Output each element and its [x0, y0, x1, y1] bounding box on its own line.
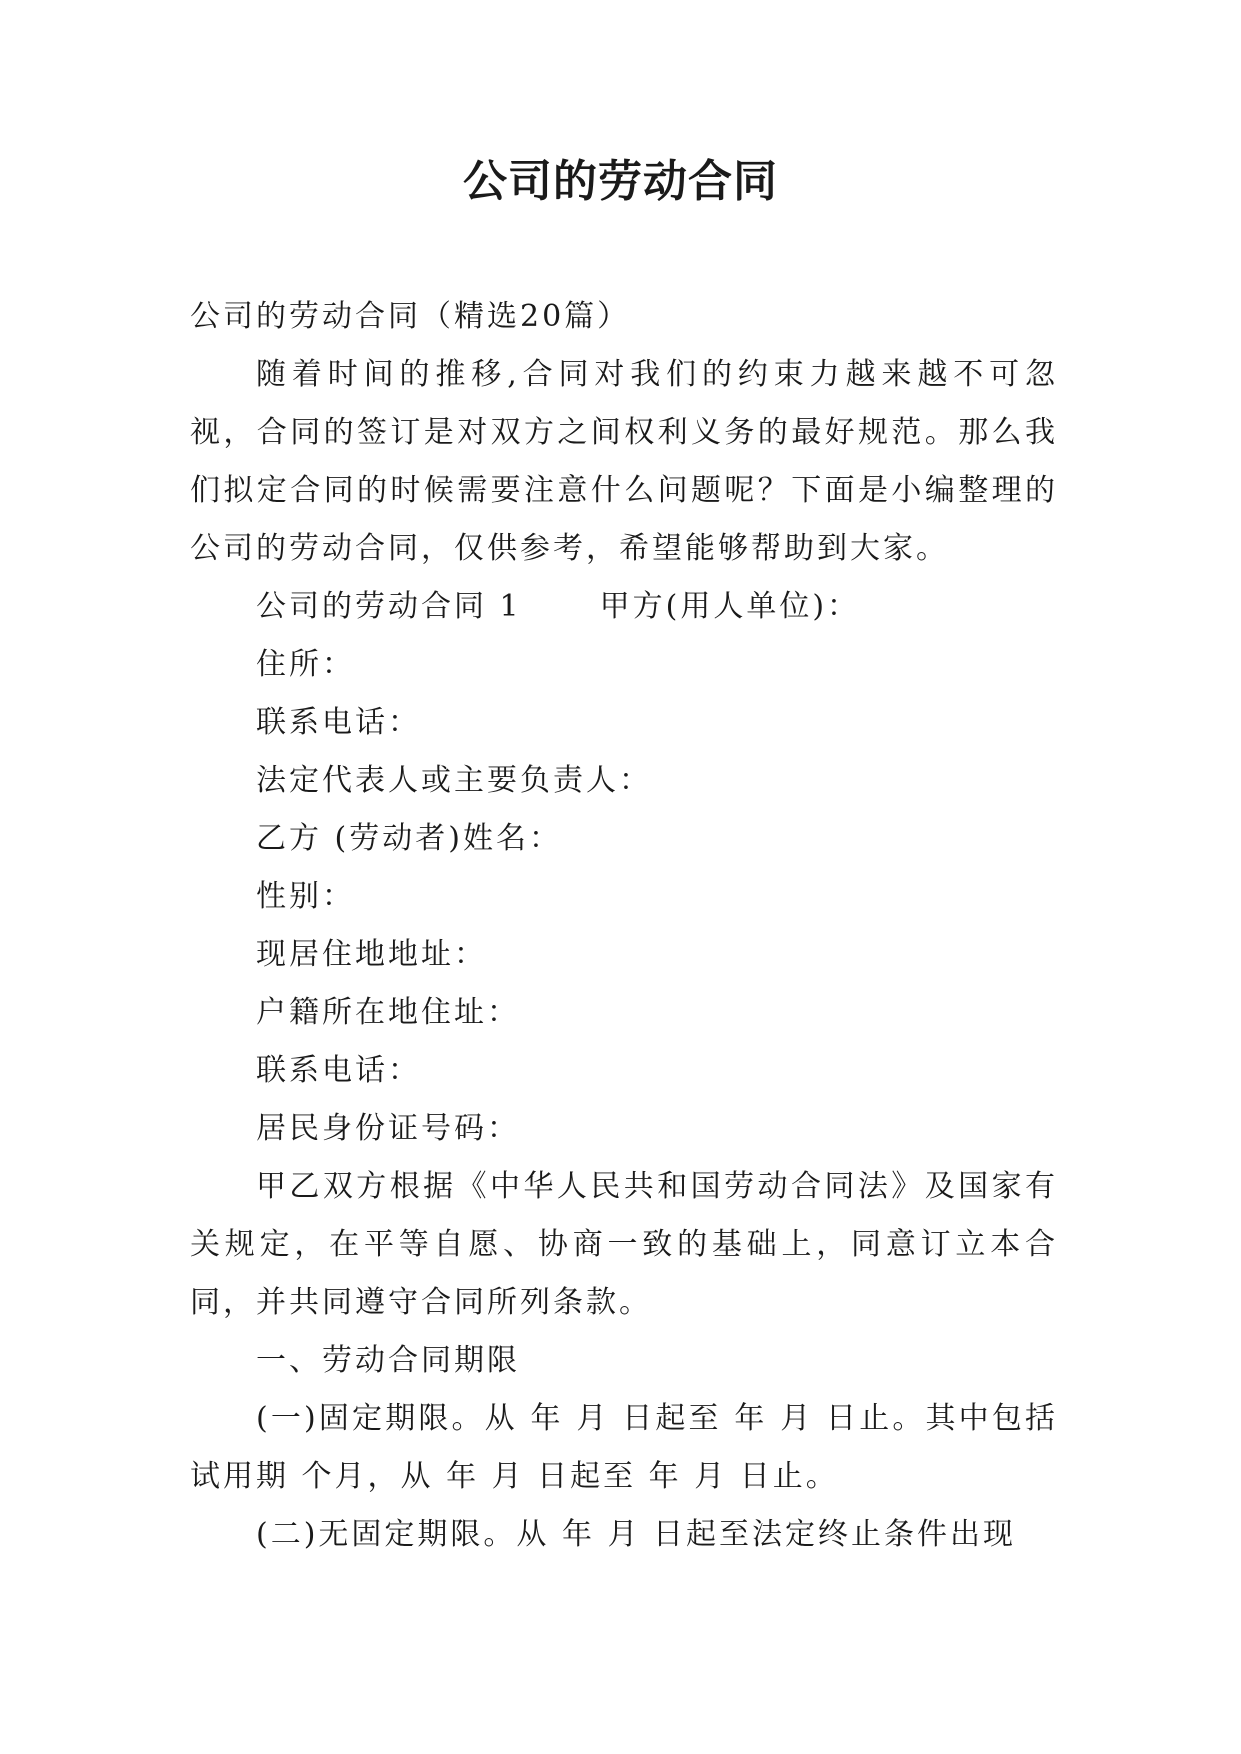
agreement-paragraph: 甲乙双方根据《中华人民共和国劳动合同法》及国家有关规定，在平等自愿、协商一致的基础上，同意订立本合同，并共同遵守合同所列条款。 [190, 1169, 1058, 1320]
field-phone-a: 联系电话： [256, 705, 421, 740]
field-party-b-name: 乙方 (劳动者)姓名： [256, 821, 562, 856]
field-gender: 性别： [256, 879, 355, 914]
clause-2-open-term: (二)无固定期限。从 年 月 日起至法定终止条件出现 [256, 1517, 1017, 1552]
field-current-address: 现居住地地址： [256, 937, 487, 972]
document-body [190, 288, 1058, 1564]
document-subtitle: 公司的劳动合同（精选20篇） [190, 299, 631, 334]
field-legal-rep: 法定代表人或主要负责人： [256, 763, 652, 798]
clause-1-fixed-term: (一)固定期限。从 年 月 日起至 年 月 日止。其中包括试用期 个月，从 年 月 日起至 年 月 日止。 [190, 1401, 1058, 1494]
section-1-heading: 一、劳动合同期限 [256, 1343, 520, 1378]
contract-1-heading: 公司的劳动合同 1 [256, 589, 522, 624]
document-title: 公司的劳动合同 [463, 156, 778, 207]
field-household-address: 户籍所在地住址： [256, 995, 520, 1030]
field-id-number: 居民身份证号码： [256, 1111, 520, 1146]
field-phone-b: 联系电话： [256, 1053, 421, 1088]
field-address: 住所： [256, 647, 355, 682]
contract-1-header-line [190, 578, 1058, 636]
party-a-label: 甲方(用人单位)： [599, 589, 861, 624]
intro-paragraph: 随着时间的推移,合同对我们的约束力越来越不可忽视，合同的签订是对双方之间权利义务的最好规范。那么我们拟定合同的时候需要注意什么问题呢？下面是小编整理的公司的劳动合同，仅供参考，希望能够帮助到大家。 [190, 357, 1058, 566]
